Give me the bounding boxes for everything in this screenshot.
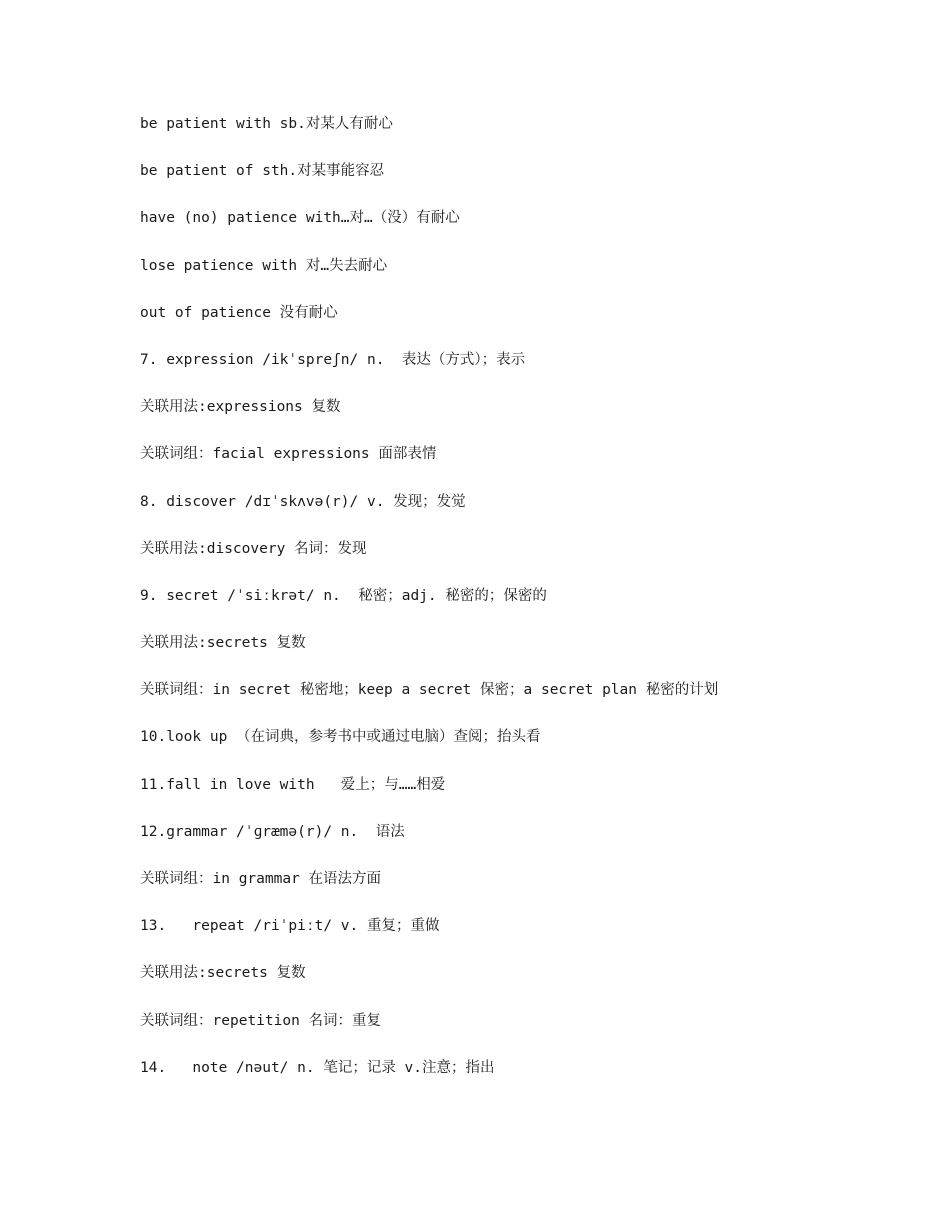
- related-usage: 关联用法:secrets 复数: [140, 965, 306, 982]
- text-line: out of patience 没有耐心: [140, 304, 338, 321]
- vocab-entry-13: 13. repeat /riˈpiːt/ v. 重复；重做: [140, 918, 440, 935]
- related-phrases: 关联词组：in secret 秘密地；keep a secret 保密；a secret plan 秘密的计划: [140, 682, 719, 699]
- vocab-entry-12: 12.grammar /ˈɡræmə(r)/ n. 语法: [140, 823, 405, 840]
- text-line: lose patience with 对…失去耐心: [140, 257, 388, 274]
- related-usage: 关联用法:expressions 复数: [140, 399, 341, 416]
- related-phrases: 关联词组：facial expressions 面部表情: [140, 446, 437, 463]
- related-phrases: 关联词组：repetition 名词：重复: [140, 1012, 382, 1029]
- vocab-entry-8: 8. discover /dɪˈskʌvə(r)/ v. 发现；发觉: [140, 493, 466, 510]
- vocab-entry-7: 7. expression /ikˈspreʃn/ n. 表达（方式）；表示: [140, 351, 526, 368]
- vocab-entry-9: 9. secret /ˈsiːkrət/ n. 秘密；adj. 秘密的；保密的: [140, 587, 547, 604]
- related-usage: 关联用法:secrets 复数: [140, 635, 306, 652]
- vocab-entry-10: 10.look up （在词典，参考书中或通过电脑）查阅；抬头看: [140, 729, 541, 746]
- vocab-entry-11: 11.fall in love with 爱上；与……相爱: [140, 776, 446, 793]
- text-line: be patient of sth.对某事能容忍: [140, 163, 385, 180]
- related-phrases: 关联词组：in grammar 在语法方面: [140, 871, 382, 887]
- related-usage: 关联用法:discovery 名词：发现: [140, 540, 367, 557]
- text-line: have (no) patience with…对…（没）有耐心: [140, 210, 460, 227]
- vocab-entry-14: 14. note /nəut/ n. 笔记；记录 v.注意；指出: [140, 1059, 495, 1076]
- vocabulary-notes: [140, 113, 900, 1104]
- text-line: be patient with sb.对某人有耐心: [140, 116, 393, 132]
